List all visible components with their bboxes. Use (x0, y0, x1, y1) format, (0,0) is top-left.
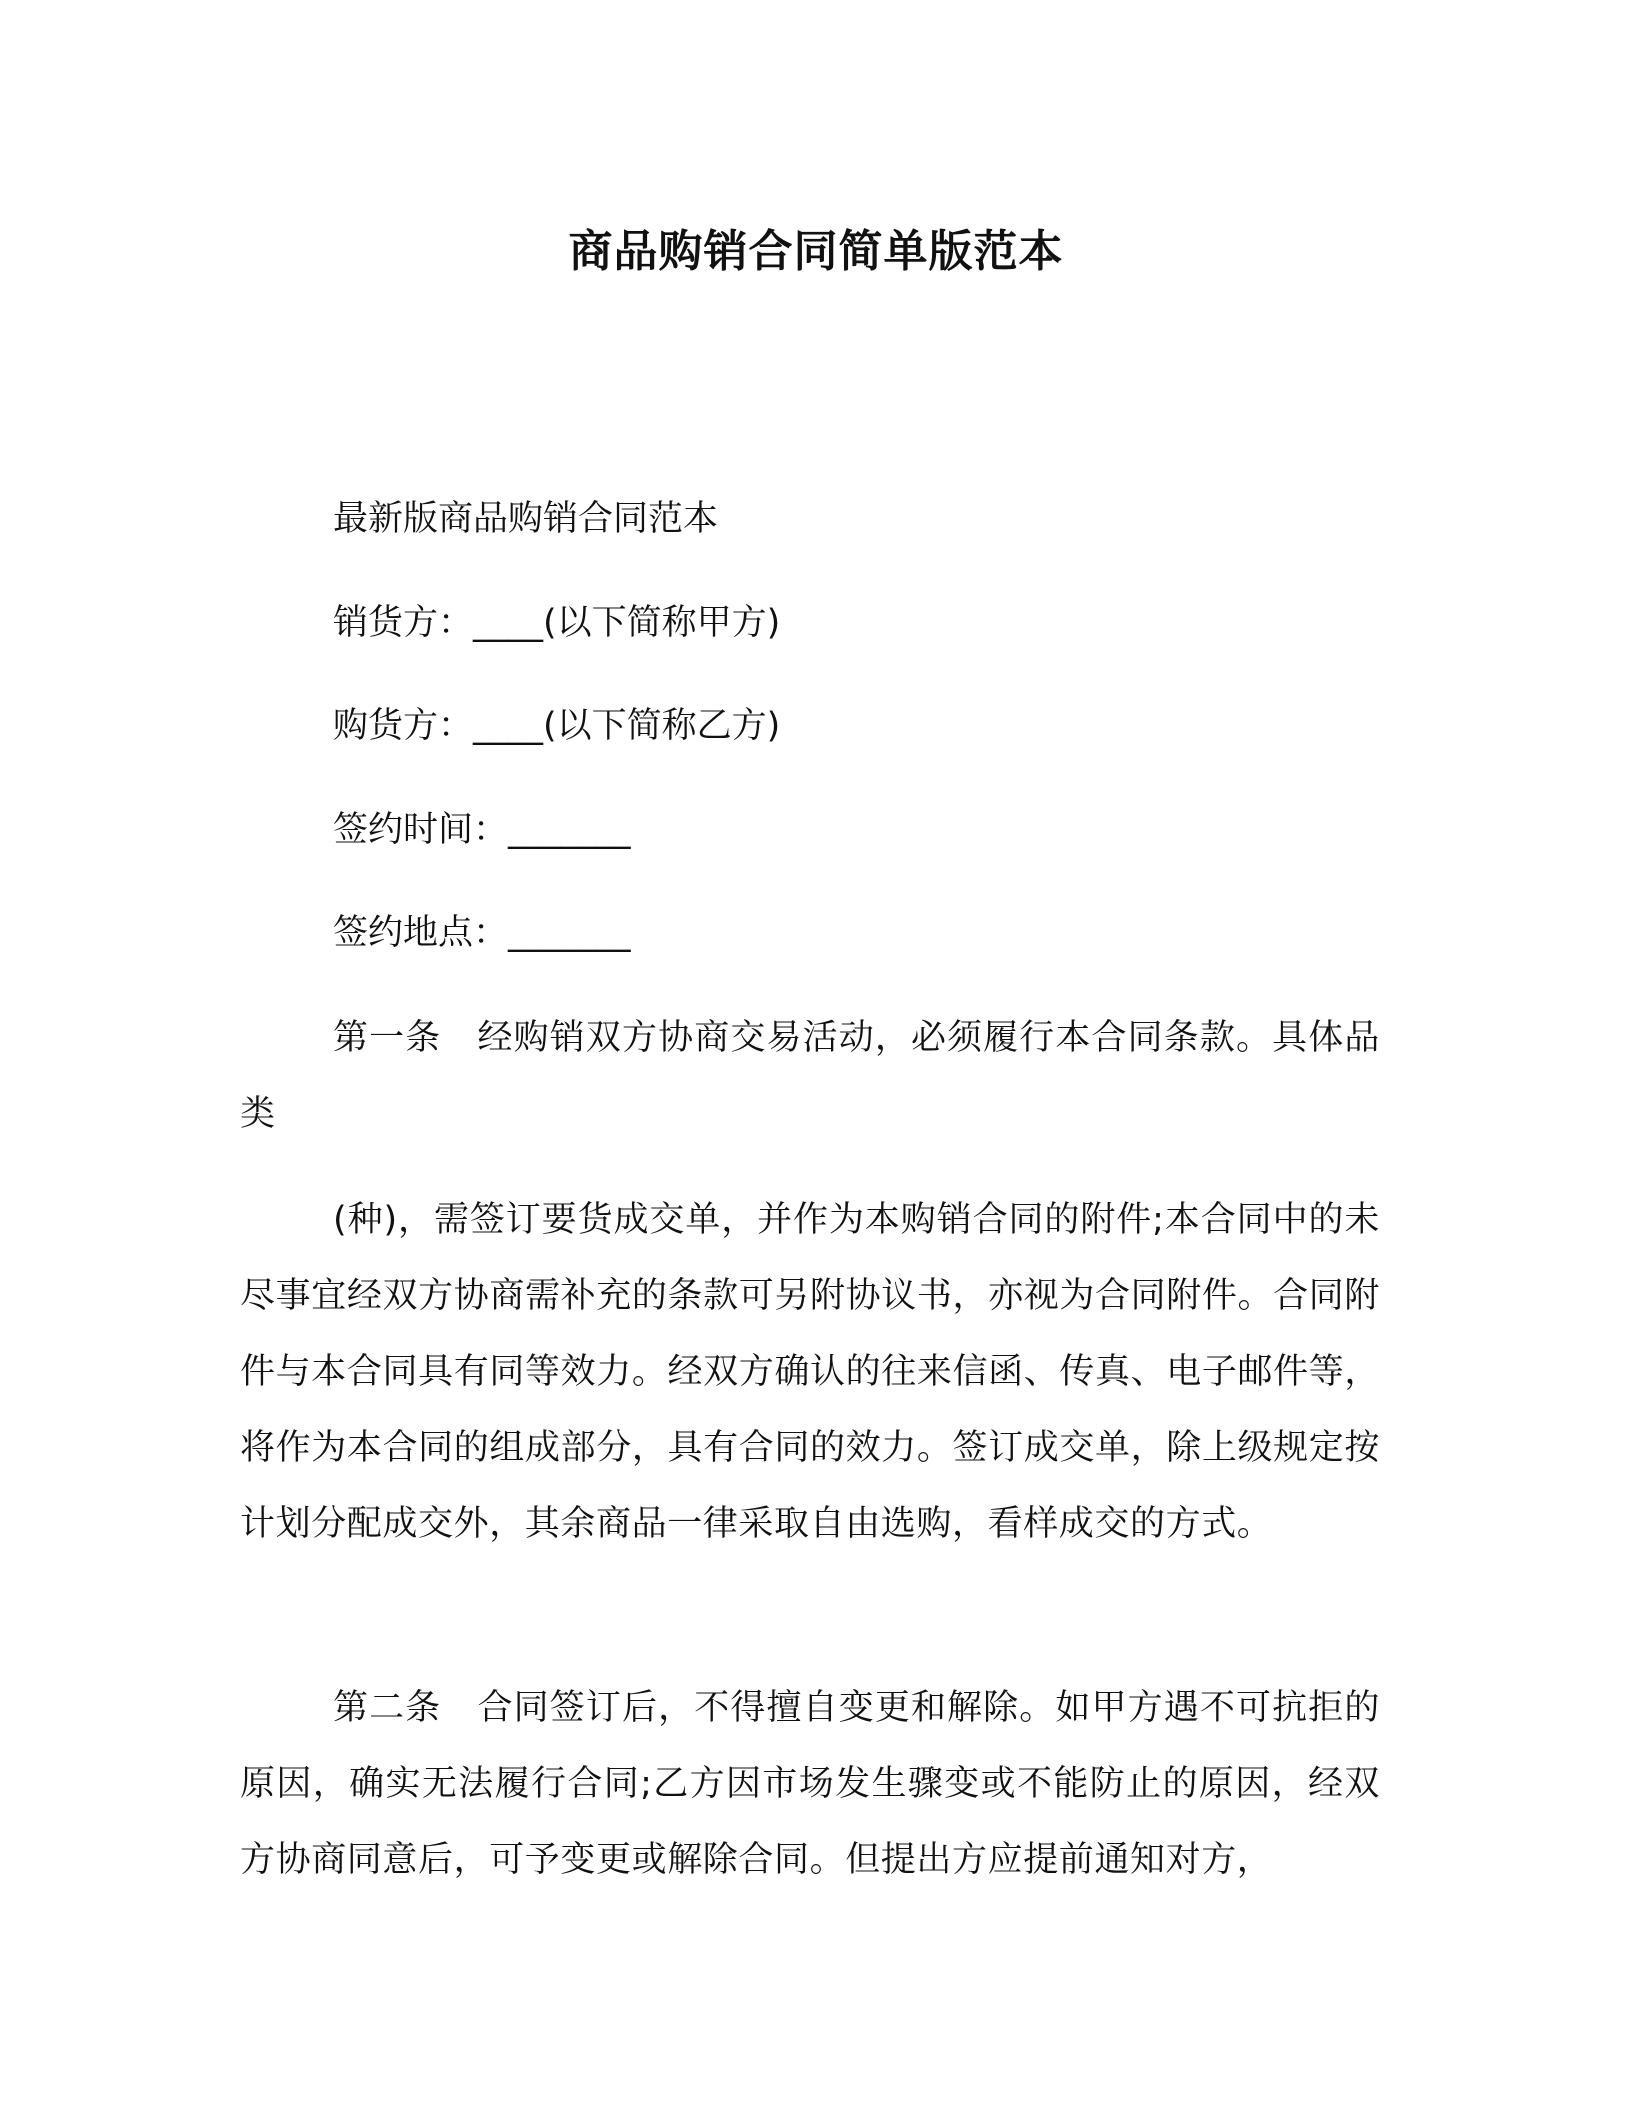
sign-time-field: 签约时间：_______ (333, 810, 631, 850)
article-1-body: (种)，需签订要货成交单，并作为本购销合同的附件;本合同中的未尽事宜经双方协商需补充的条款可另附协议书，亦视为合同附件。合同附件与本合同具有同等效力。经双方确认的往来信函、传真、电子邮件等，将作为本合同的组成部分，具有合同的效力。签订成交单，除上级规定按计划分配成交外，其余商品一律采取自由选购，看样成交的方式。 (240, 1200, 1380, 1544)
document-title: 商品购销合同简单版范本 (568, 226, 1064, 277)
seller-field: 销货方：____(以下简称甲方) (333, 603, 781, 643)
article-2: 第二条 合同签订后，不得擅自变更和解除。如甲方遇不可抗拒的原因，确实无法履行合同;乙方因市场发生骤变或不能防止的原因，经双方协商同意后，可予变更或解除合同。但提出方应提前通知对方， (240, 1688, 1380, 1880)
sign-place-field: 签约地点：_______ (333, 913, 631, 953)
document-subtitle: 最新版商品购销合同范本 (333, 499, 719, 539)
article-1-heading: 第一条 经购销双方协商交易活动，必须履行本合同条款。具体品类 (240, 1018, 1380, 1134)
buyer-field: 购货方：____(以下简称乙方) (333, 706, 781, 746)
